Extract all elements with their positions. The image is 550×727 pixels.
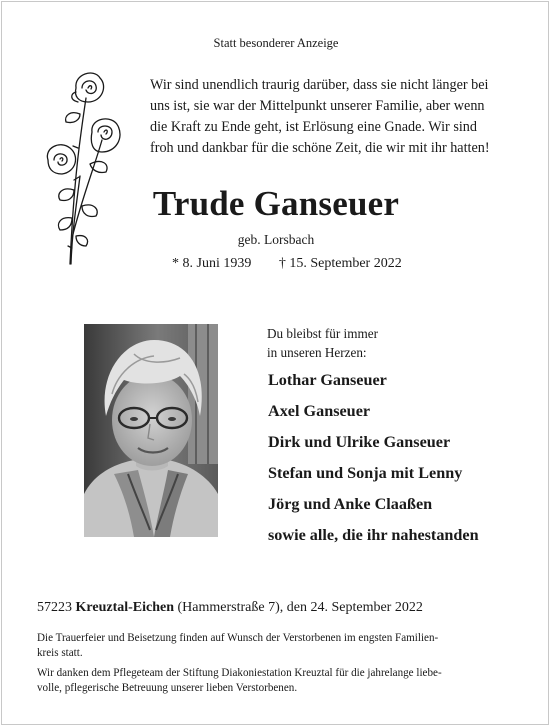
notice-header: Statt besonderer Anzeige — [213, 36, 339, 50]
mourner-entry: Lothar Ganseuer — [268, 371, 387, 389]
note-line: volle, pflegerische Betreuung unserer lieben Verstorbenen. — [37, 682, 298, 694]
mourner-entry: Axel Ganseuer — [268, 402, 371, 420]
birth-date: * 8. Juni 1939 — [172, 256, 252, 271]
mourners-list — [268, 370, 479, 556]
intro-line: uns ist, sie war der Mittelpunkt unserer Familie, aber wenn — [150, 98, 485, 114]
intro-line: Wir sind unendlich traurig darüber, dass sie nicht länger bei — [150, 77, 489, 93]
intro-text — [150, 75, 510, 159]
maiden-name: geb. Lorsbach — [237, 232, 315, 247]
funeral-note — [37, 631, 515, 661]
remember-line: in unseren Herzen: — [267, 345, 367, 360]
portrait-photo — [84, 324, 218, 537]
death-date: † 15. September 2022 — [278, 256, 402, 271]
mourner-entry: sowie alle, die ihr nahestanden — [268, 526, 479, 544]
mourner-entry: Dirk und Ulrike Ganseuer — [268, 433, 451, 451]
town: Kreuztal-Eichen — [75, 600, 175, 615]
intro-line: die Kraft zu Ende geht, ist Erlösung eine Gnade. Wir sind — [150, 119, 477, 135]
notes — [37, 631, 515, 701]
mourner-entry: Jörg und Anke Claaßen — [268, 495, 433, 513]
deceased-name: Trude Ganseuer — [152, 184, 400, 223]
note-line: Die Trauerfeier und Beisetzung finden auf Wunsch der Verstorbenen im engsten Familien- — [37, 632, 439, 644]
mourner-entry: Stefan und Sonja mit Lenny — [268, 464, 463, 482]
thanks-note — [37, 666, 515, 696]
obituary-notice — [1, 1, 549, 725]
remember-line: Du bleibst für immer — [267, 326, 378, 341]
postcode: 57223 — [37, 600, 72, 615]
note-line: kreis statt. — [37, 647, 83, 659]
intro-line: froh und dankbar für die schöne Zeit, die wir mit ihr hatten! — [150, 140, 490, 156]
remember-text — [267, 324, 378, 362]
life-dates — [172, 256, 402, 272]
note-line: Wir danken dem Pflegeteam der Stiftung Diakoniestation Kreuztal für die jahrelange liebe- — [37, 667, 442, 679]
address-date: (Hammerstraße 7), den 24. September 2022 — [177, 600, 423, 615]
place-and-date — [37, 600, 423, 616]
